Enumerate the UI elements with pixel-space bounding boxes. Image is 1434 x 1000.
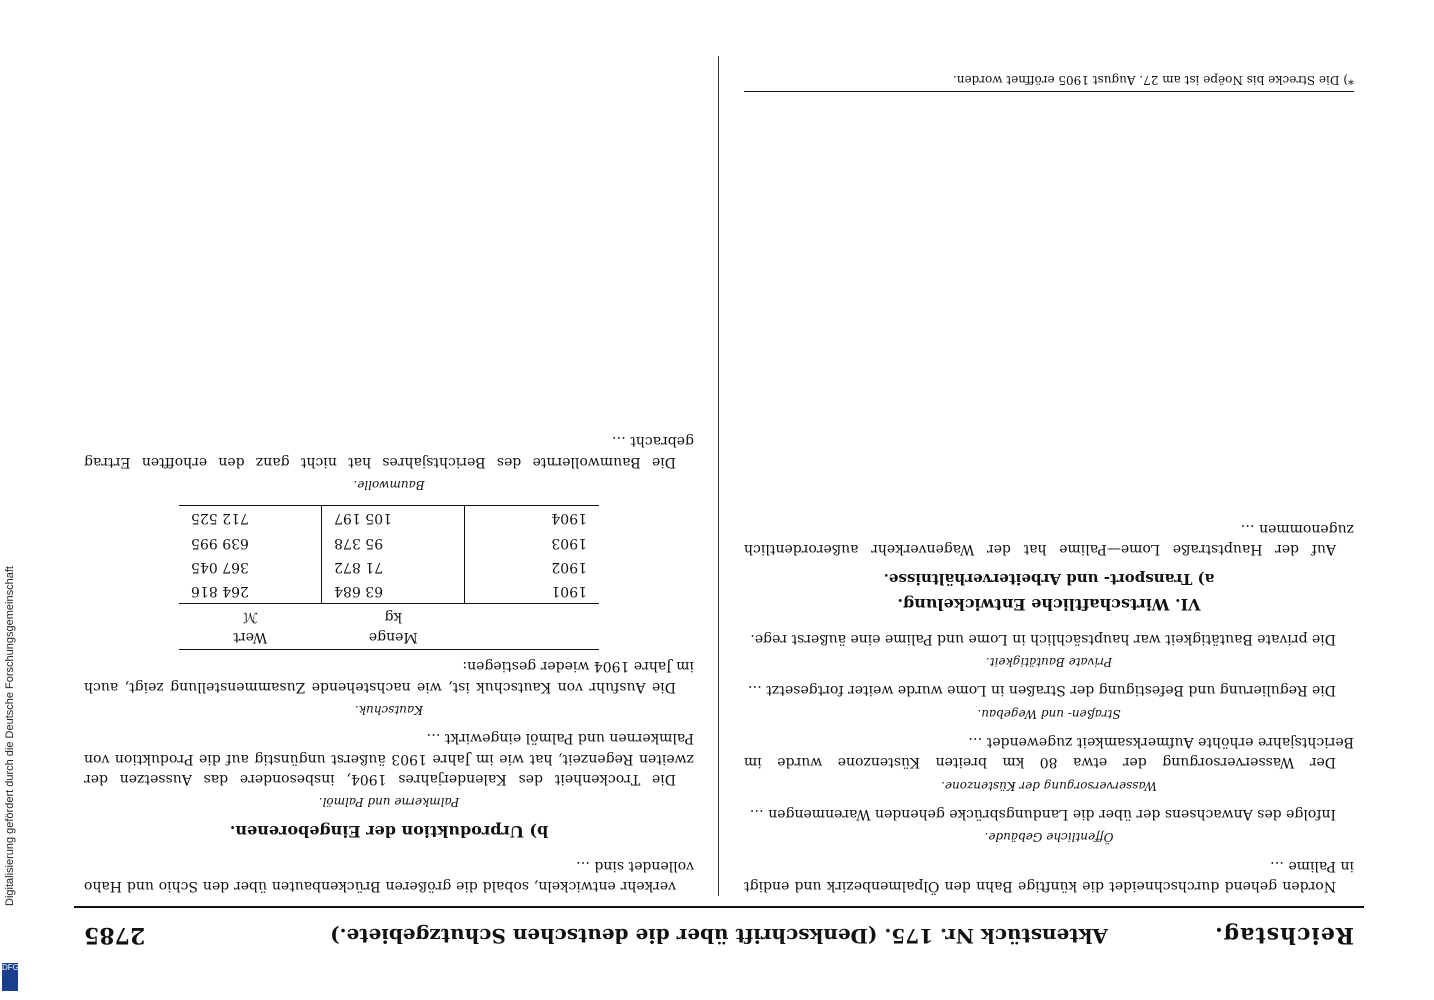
row-wert: 367 045 [179, 555, 322, 579]
dfg-logo: DFG [2, 963, 18, 991]
right-intro-paragraph: verkehr entwickeln, sobald die größeren Brückenbauten über den Schio und Haho vollendet sind … [84, 857, 694, 894]
page-number: 2785 [84, 922, 146, 948]
row-menge: 105 197 [322, 506, 465, 531]
row-wert: 712 525 [179, 506, 322, 531]
public-buildings-paragraph: Infolge des Anwachsens der über die Landungsbrücke gehenden Warenmengen … [749, 806, 1336, 823]
table-header-menge [322, 604, 465, 650]
row-year: 1904 [465, 506, 599, 531]
table-row [179, 506, 599, 531]
table-row [179, 579, 599, 604]
running-header [74, 906, 1364, 960]
table-header-wert [179, 604, 322, 650]
section-vi-heading: VI. Wirtschaftliche Entwickelung. [897, 595, 1201, 615]
private-building-heading: Private Bautätigkeit. [985, 655, 1113, 670]
digitization-credit: Digitalisierung gefördert durch die Deutsche Forschungsgemeinschaft [4, 566, 16, 906]
row-menge: 95 378 [322, 530, 465, 554]
water-supply-heading: Wasserversorgung der Küstenzone. [941, 778, 1157, 793]
column-divider [718, 56, 719, 896]
palm-paragraph: Die Trockenheit des Kalenderjahres 1904, insbesondere das Aussetzen der zweiten Regenzeit, hat wie im Jahre 1903 äußerst ungünstig auf die Produktion von Palmkernen und Palmöl eingewirkt … [84, 730, 694, 787]
public-buildings-heading: Öffentliche Gebäude. [984, 830, 1114, 845]
row-year: 1903 [551, 534, 587, 551]
footnote: *) Die Strecke bis Noëpe ist am 27. August 1905 eröffnet worden. [744, 73, 1354, 92]
transport-subsection-heading: a) Transport- und Arbeiterverhältnisse. [883, 570, 1215, 589]
row-year: 1902 [551, 559, 587, 576]
row-menge: 63 684 [322, 579, 465, 604]
header-reichstag: Reichstag. [1214, 922, 1354, 948]
rotated-document-sheet [74, 40, 1364, 960]
right-column [84, 56, 694, 896]
menge-label: Menge [368, 628, 418, 645]
production-heading: b) Urproduktion der Eingeborenen. [229, 822, 549, 842]
wert-label: Wert [233, 628, 268, 645]
cotton-paragraph: Die Baumwollernte des Berichtsjahres hat nicht ganz den erhofften Ertrag gebracht … [84, 433, 694, 470]
palm-heading: Palmkerne und Palmöl. [318, 795, 460, 810]
rubber-export-table [179, 505, 599, 650]
private-building-paragraph: Die private Bautätigkeit war hauptsächlich in Lome und Palime eine äußerst rege. [750, 630, 1336, 647]
left-column [744, 56, 1354, 896]
transport-paragraph: Auf der Hauptstraße Lome—Palime hat der Wagenverkehr außerordentlich zugenommen … [744, 521, 1354, 558]
roads-paragraph: Die Regulierung und Befestigung der Straßen in Lome wurde weiter fortgesetzt … [747, 682, 1336, 699]
table-header-year [465, 604, 599, 650]
left-intro-paragraph: Norden gehend durchschneidet die künftige Bahn den Ölpalmenbezirk und endigt in Palime … [744, 857, 1354, 894]
table-row [179, 530, 599, 554]
row-wert: 264 816 [179, 579, 322, 604]
row-year: 1901 [551, 583, 587, 600]
menge-unit: kg [384, 608, 403, 625]
header-document-title: Aktenstück Nr. 175. (Denkschrift über die deutschen Schutzgebiete.) [330, 924, 1108, 948]
row-menge: 71 872 [322, 555, 465, 579]
roads-heading: Straßen- und Wegebau. [977, 706, 1121, 721]
table-row [179, 555, 599, 579]
row-wert: 639 995 [179, 530, 322, 554]
cotton-heading: Baumwolle. [353, 478, 425, 493]
rubber-heading: Kautschuk. [354, 702, 424, 717]
rubber-paragraph: Die Ausfuhr von Kautschuk ist, wie nachstehende Zusammenstellung zeigt, auch im Jahre 1904 wieder gestiegen: [84, 658, 694, 695]
water-supply-paragraph: Der Wasserversorgung der etwa 80 km breiten Küstenzone wurde im Berichtsjahre erhöhte Aufmerksamkeit zugewendet … [744, 734, 1354, 771]
wert-unit: ℳ [242, 608, 258, 625]
